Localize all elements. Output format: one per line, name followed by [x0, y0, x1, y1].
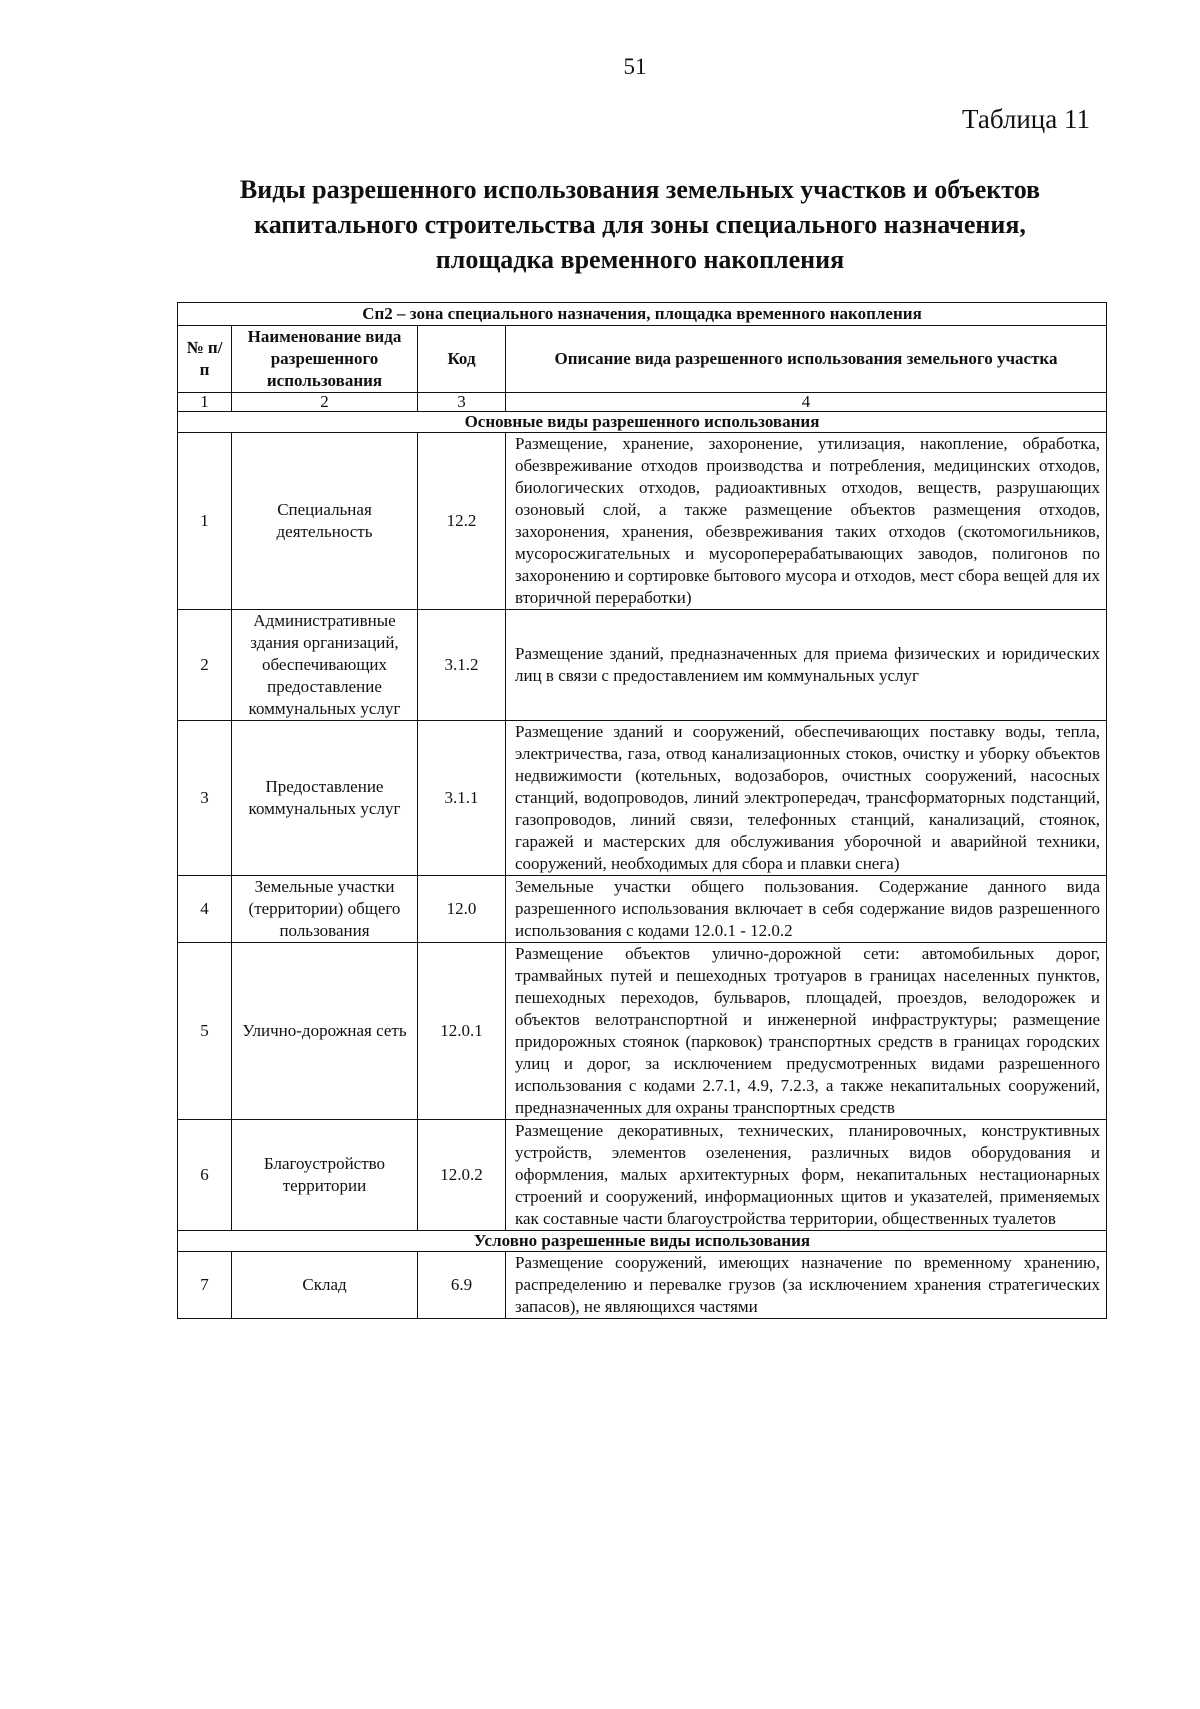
- row-desc: Размещение зданий и сооружений, обеспечивающих поставку воды, тепла, электричества, газа, отвод канализационных стоков, очистку и уборку объектов недвижимости (котельных, водозаборов, очистных сооружений, насосных станций, водопроводов, линий электропередач, трансформаторных подстанций, газопроводов, линий связи, телефонных станций, канализаций, стоянок, гаражей и мастерских для обслуживания уборочной и аварийной техники, сооружений, необходимых для сбора и плавки снега): [506, 721, 1107, 876]
- zone-header-row: [178, 303, 1107, 326]
- col-number: 2: [232, 393, 418, 412]
- row-num: 5: [178, 943, 232, 1120]
- row-num: 4: [178, 876, 232, 943]
- row-num: 6: [178, 1120, 232, 1231]
- row-name: Специальная деятельность: [232, 433, 418, 610]
- col-number: 4: [506, 393, 1107, 412]
- table-row: [178, 721, 1107, 876]
- zone-header: Сп2 – зона специального назначения, площадка временного накопления: [178, 303, 1107, 326]
- row-name: Предоставление коммунальных услуг: [232, 721, 418, 876]
- row-code: 12.0: [418, 876, 506, 943]
- row-desc: Размещение, хранение, захоронение, утилизация, накопление, обработка, обезвреживание отходов производства и потребления, медицинских отходов, биологических отходов, радиоактивных отходов, веществ, разрушающих озоновый слой, а также размещение объектов размещения отходов, захоронения, хранения, обезвреживания таких отходов (скотомогильников, мусоросжигательных и мусороперерабатывающих заводов, полигонов по захоронению и сортировке бытового мусора и отходов, мест сбора вещей для их вторичной переработки): [506, 433, 1107, 610]
- land-use-table: [177, 302, 1107, 1319]
- row-code: 3.1.1: [418, 721, 506, 876]
- table-caption: Таблица 11: [962, 104, 1090, 134]
- column-number-row: [178, 393, 1107, 412]
- row-code: 12.0.1: [418, 943, 506, 1120]
- table-row: [178, 876, 1107, 943]
- col-number: 3: [418, 393, 506, 412]
- col-header-name: Наименование вида разрешенного использования: [232, 326, 418, 393]
- row-num: 7: [178, 1252, 232, 1319]
- table-row: [178, 1120, 1107, 1231]
- col-number: 1: [178, 393, 232, 412]
- title-line: Виды разрешенного использования земельных участков и объектов: [239, 175, 1041, 204]
- col-header-code: Код: [418, 326, 506, 393]
- row-name: Административные здания организаций, обеспечивающих предоставление коммунальных услуг: [232, 610, 418, 721]
- table-row: [178, 433, 1107, 610]
- page-number: 51: [623, 54, 647, 79]
- row-code: 6.9: [418, 1252, 506, 1319]
- row-name: Склад: [232, 1252, 418, 1319]
- row-code: 3.1.2: [418, 610, 506, 721]
- document-title: [170, 172, 1110, 277]
- section-main-title: Основные виды разрешенного использования: [178, 412, 1107, 433]
- title-line: капитального строительства для зоны специального назначения,: [254, 210, 1026, 239]
- section-conditional-row: [178, 1231, 1107, 1252]
- column-header-row: [178, 326, 1107, 393]
- title-line: площадка временного накопления: [435, 245, 845, 274]
- row-desc: Земельные участки общего пользования. Содержание данного вида разрешенного использования включает в себя содержание видов разрешенного использования с кодами 12.0.1 - 12.0.2: [506, 876, 1107, 943]
- row-name: Благоустройство территории: [232, 1120, 418, 1231]
- table-row: [178, 610, 1107, 721]
- section-main-row: [178, 412, 1107, 433]
- row-name: Земельные участки (территории) общего пользования: [232, 876, 418, 943]
- row-desc: Размещение зданий, предназначенных для приема физических и юридических лиц в связи с предоставлением им коммунальных услуг: [506, 610, 1107, 721]
- row-code: 12.0.2: [418, 1120, 506, 1231]
- row-desc: Размещение сооружений, имеющих назначение по временному хранению, распределению и перевалке грузов (за исключением хранения стратегических запасов), не являющихся частями: [506, 1252, 1107, 1319]
- col-header-num: № п/п: [178, 326, 232, 393]
- row-num: 3: [178, 721, 232, 876]
- row-num: 1: [178, 433, 232, 610]
- row-desc: Размещение декоративных, технических, планировочных, конструктивных устройств, элементов озеленения, различных видов оборудования и оформления, малых архитектурных форм, некапитальных нестационарных строений и сооружений, информационных щитов и указателей, применяемых как составные части благоустройства территории, общественных туалетов: [506, 1120, 1107, 1231]
- row-desc: Размещение объектов улично-дорожной сети: автомобильных дорог, трамвайных путей и пешеходных тротуаров в границах населенных пунктов, пешеходных переходов, бульваров, площадей, проездов, велодорожек и объектов велотранспортной и инженерной инфраструктуры; размещение придорожных стоянок (парковок) транспортных средств в границах городских улиц и дорог, за исключением предусмотренных видами разрешенного использования с кодами 2.7.1, 4.9, 7.2.3, а также некапитальных сооружений, предназначенных для охраны транспортных средств: [506, 943, 1107, 1120]
- table-row: [178, 1252, 1107, 1319]
- col-header-desc: Описание вида разрешенного использования земельного участка: [506, 326, 1107, 393]
- table-row: [178, 943, 1107, 1120]
- row-num: 2: [178, 610, 232, 721]
- row-name: Улично-дорожная сеть: [232, 943, 418, 1120]
- section-conditional-title: Условно разрешенные виды использования: [178, 1231, 1107, 1252]
- row-code: 12.2: [418, 433, 506, 610]
